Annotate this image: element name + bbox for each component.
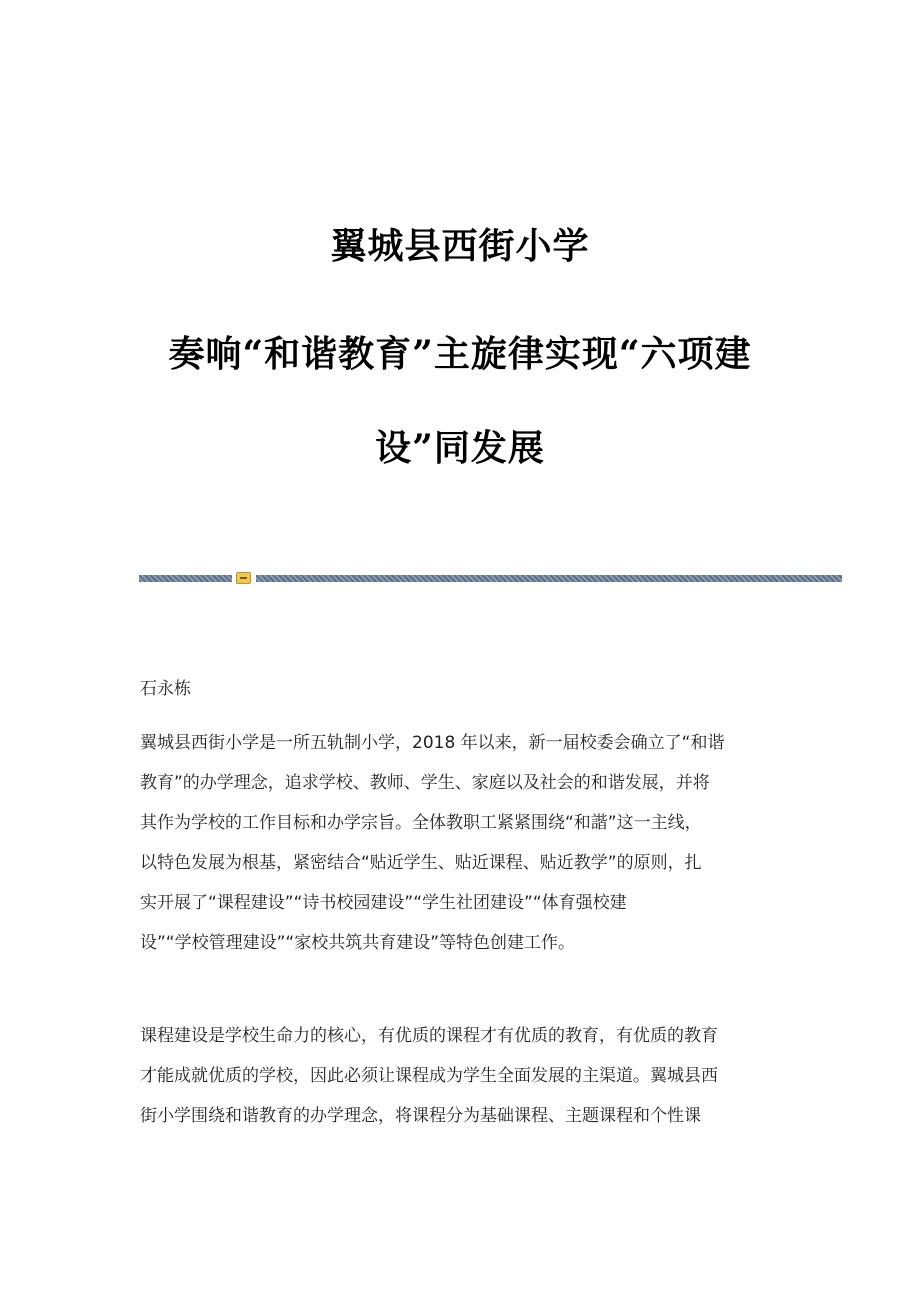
paragraph-line: 翼城县西街小学是一所五轨制小学，2018 年以来，新一届校委会确立了“和谐: [140, 733, 725, 753]
paragraph-line: 街小学围绕和谐教育的办学理念，将课程分为基础课程、主题课程和个性课: [140, 1106, 701, 1126]
paragraph-2: [140, 1016, 780, 1136]
paragraph-line: 设”“学校管理建设”“家校共筑共育建设”等特色创建工作。: [140, 933, 576, 953]
divider-bar-left: [139, 575, 232, 582]
paragraph-line: 教育”的办学理念，追求学校、教师、学生、家庭以及社会的和谐发展，并将: [140, 773, 710, 793]
title-line-1: 翼城县西街小学: [330, 225, 590, 267]
divider-ornament-icon: [236, 572, 251, 584]
author-name: 石永栋: [140, 679, 191, 699]
title-line-2: 奏响“和谐教育”主旋律实现“六项建: [168, 333, 752, 375]
divider-bar-right: [256, 575, 842, 582]
paragraph-line: 其作为学校的工作目标和办学宗旨。全体教职工紧紧围绕“和諧”这一主线，: [140, 813, 702, 833]
title-line-3: 设”同发展: [375, 427, 545, 469]
paragraph-line: 才能成就优质的学校，因此必须让课程成为学生全面发展的主渠道。翼城县西: [140, 1066, 718, 1086]
paragraph-line: 以特色发展为根基，紧密结合“贴近学生、贴近课程、贴近教学”的原则，扎: [140, 853, 702, 873]
paragraph-line: 实开展了“课程建设”“诗书校园建设”“学生社团建设”“体育强校建: [140, 893, 627, 913]
paragraph-line: 课程建设是学校生命力的核心，有优质的课程才有优质的教育，有优质的教育: [140, 1026, 718, 1046]
paragraph-1: [140, 723, 780, 963]
decorative-divider: [139, 571, 842, 585]
